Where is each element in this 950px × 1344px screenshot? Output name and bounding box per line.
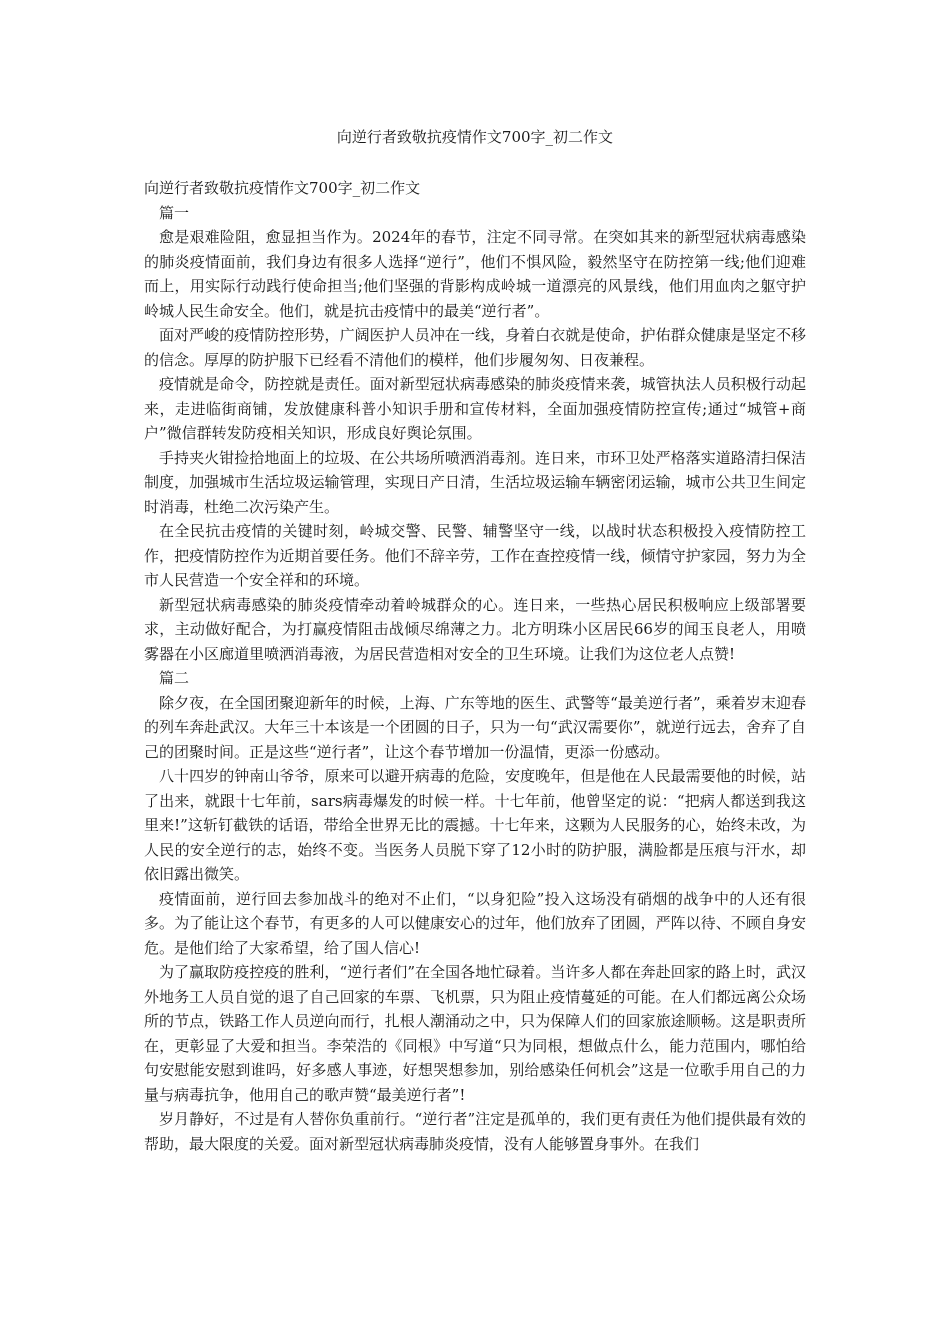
page-title: 向逆行者致敬抗疫情作文700字_初二作文 bbox=[336, 128, 614, 146]
paragraph: 岁月静好，不过是有人替你负重前行。“逆行者”注定是孤单的，我们更有责任为他们提供最有效的帮助，最大限度的关爱。面对新型冠状病毒肺炎疫情，没有人能够置身事外。在我们 bbox=[144, 1110, 806, 1153]
paragraph: 手持夹火钳捡拾地面上的垃圾、在公共场所喷洒消毒剂。连日来，市环卫处严格落实道路清扫保洁制度，加强城市生活垃圾运输管理，实现日产日清，生活垃圾运输车辆密闭运输，城市公共卫生间定时消毒，杜绝二次污染产生。 bbox=[144, 448, 806, 516]
paragraph: 在全民抗击疫情的关键时刻，岭城交警、民警、辅警坚守一线，以战时状态积极投入疫情防控工作，把疫情防控作为近期首要任务。他们不辞辛劳，工作在查控疫情一线，倾情守护家园，努力为全市人民营造一个安全祥和的环境。 bbox=[144, 522, 806, 589]
section-label-2: 篇二 bbox=[159, 669, 190, 687]
paragraph: 疫情面前，逆行回去参加战斗的绝对不止们，“以身犯险”投入这场没有硝烟的战争中的人还有很多。为了能让这个春节，有更多的人可以健康安心的过年，他们放弃了团圆，严阵以待、不顾自身安危。是他们给了大家希望，给了国人信心! bbox=[144, 889, 806, 957]
section-label-1: 篇一 bbox=[159, 203, 190, 222]
document-body bbox=[144, 176, 806, 1156]
paragraph: 为了赢取防疫控疫的胜利，“逆行者们”在全国各地忙碌着。当许多人都在奔赴回家的路上时，武汉外地务工人员自觉的退了自己回家的车票、飞机票，只为阻止疫情蔓延的可能。在人们都远离公众场所的节点，铁路工作人员逆向而行，扎根人潮涌动之中，只为保障人们的回家旅途顺畅。这是职责所在，更彰显了大爱和担当。李荣浩的《同根》中写道“只为同根，想做点什么，能力范围内，哪怕给句安慰能安慰到谁吗，好多感人事迹，好想哭想参加，别给感染任何机会”这是一位歌手用自己的力量与病毒抗争，他用自己的歌声赞“最美逆行者”! bbox=[144, 963, 806, 1104]
paragraph: 八十四岁的钟南山爷爷，原来可以避开病毒的危险，安度晚年，但是他在人民最需要他的时候，站了出来，就跟十七年前，sars病毒爆发的时候一样。十七年前，他曾坚定的说：“把病人都送到我这里来!”这斩钉截铁的话语，带给全世界无比的震撼。十七年来，这颗为人民服务的心，始终未改，为人民的安全逆行的志，始终不变。当医务人员脱下穿了12小时的防护服，满脸都是压痕与汗水，却依旧露出微笑。 bbox=[144, 767, 806, 883]
document-heading: 向逆行者致敬抗疫情作文700字_初二作文 bbox=[144, 179, 421, 197]
paragraph: 愈是艰难险阻，愈显担当作为。2024年的春节，注定不同寻常。在突如其来的新型冠状病毒感染的肺炎疫情面前，我们身边有很多人选择“逆行”，他们不惧风险，毅然坚守在防控第一线;他们迎难而上，用实际行动践行使命担当;他们坚强的背影构成岭城一道漂亮的风景线，他们用血肉之躯守护岭城人民生命安全。他们，就是抗击疫情中的最美“逆行者”。 bbox=[144, 228, 806, 320]
paragraph: 新型冠状病毒感染的肺炎疫情牵动着岭城群众的心。连日来，一些热心居民积极响应上级部署要求，主动做好配合，为打赢疫情阻击战倾尽绵薄之力。北方明珠小区居民66岁的闻玉良老人，用喷雾器在小区廊道里喷洒消毒液，为居民营造相对安全的卫生环境。让我们为这位老人点赞! bbox=[144, 595, 806, 663]
paragraph: 面对严峻的疫情防控形势，广阔医护人员冲在一线，身着白衣就是使命，护佑群众健康是坚定不移的信念。厚厚的防护服下已经看不清他们的模样，他们步履匆匆、日夜兼程。 bbox=[144, 326, 806, 369]
paragraph: 除夕夜，在全国团聚迎新年的时候，上海、广东等地的医生、武警等“最美逆行者”，乘着岁末迎春的列车奔赴武汉。大年三十本该是一个团圆的日子，只为一句“武汉需要你”，就逆行远去，舍弃了自己的团聚时间。正是这些“逆行者”，让这个春节增加一份温情，更添一份感动。 bbox=[144, 693, 806, 761]
paragraph: 疫情就是命令，防控就是责任。面对新型冠状病毒感染的肺炎疫情来袭，城管执法人员积极行动起来，走进临街商铺，发放健康科普小知识手册和宣传材料，全面加强疫情防控宣传;通过“城管+商户”微信群转发防疫相关知识，形成良好舆论氛围。 bbox=[144, 375, 806, 442]
